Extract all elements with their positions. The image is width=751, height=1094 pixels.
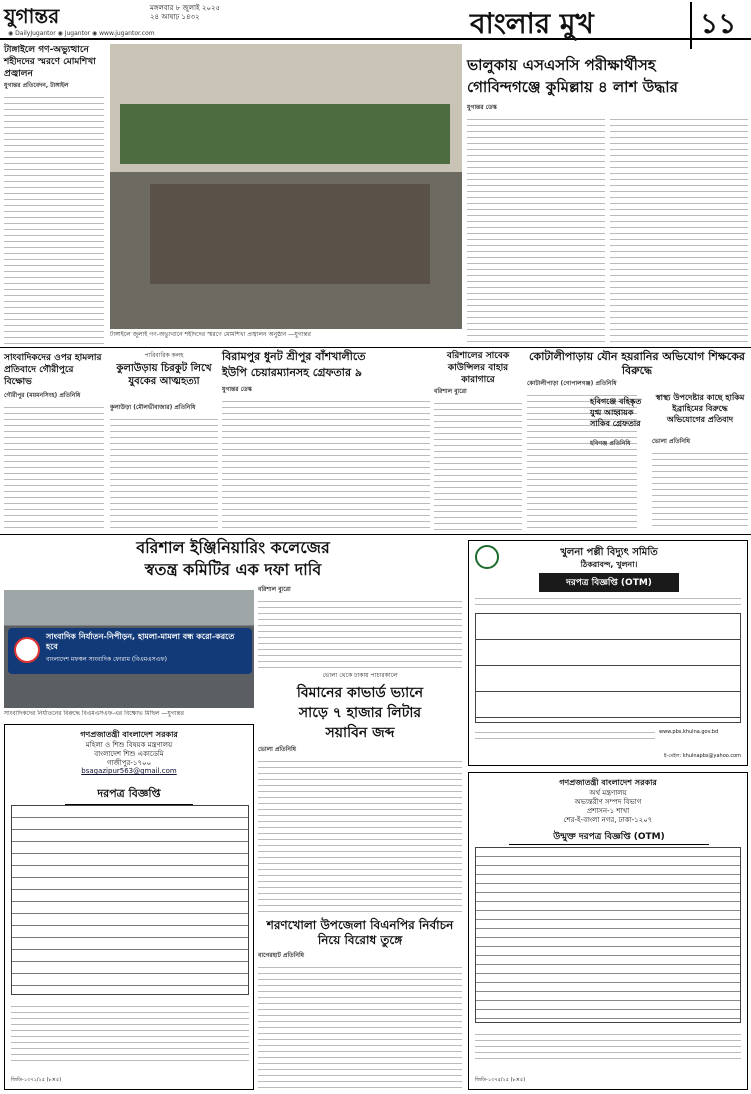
pbs-title: দরপত্র বিজ্ঞপ্তি (OTM) xyxy=(539,573,679,592)
valuka-byline: যুগান্তর ডেস্ক xyxy=(467,104,497,111)
protest-banner-org: বাংলাদেশ মফস্বল সাংবাদিক ফোরাম (বিএমএসএফ) xyxy=(46,656,167,663)
kulaura-kicker: পারিবারিক কলহ xyxy=(144,352,184,359)
date-line-1: মঙ্গলবার ৮ জুলাই ২০২৫ xyxy=(150,4,221,12)
fin-title: উন্মুক্ত দরপত্র বিজ্ঞপ্তি (OTM) xyxy=(509,829,709,845)
sa-gov: গণপ্রজাতন্ত্রী বাংলাদেশ সরকার xyxy=(80,730,178,739)
councillor-headline: বরিশালের সাবেক কাউন্সিলর বাহার কারাগারে xyxy=(446,351,510,385)
engcollege-headline-line2: স্বতন্ত্র কমিটির এক দফা দাবি xyxy=(144,560,322,579)
kulaura-byline: কুলাউড়া (মৌলভীবাজার) প্রতিনিধি xyxy=(110,404,196,411)
sreepur-headline-line1: বিরামপুর ধুনট শ্রীপুর বাঁশখালীতে xyxy=(222,350,366,363)
tangail-body xyxy=(4,92,104,347)
sa-title: দরপত্র বিজ্ঞপ্তি xyxy=(65,785,193,805)
bhola-headline-line3: সয়াবিন জব্দ xyxy=(325,725,395,741)
kulaura-body xyxy=(110,414,218,530)
valuka-headline-line2: গোবিন্দগঞ্জে কুমিল্লায় ৪ লাশ উদ্ধার xyxy=(467,78,678,96)
sharankhola-body xyxy=(258,962,462,1090)
tangail-photo xyxy=(110,44,462,329)
fin-branch: প্রশাসন-১ শাখা xyxy=(586,807,630,815)
sa-terms-text xyxy=(11,1001,249,1061)
sa-ministry: মহিলা ও শিশু বিষয়ক মন্ত্রণালয় xyxy=(85,741,173,749)
fin-ministry: অর্থ মন্ত্রণালয় xyxy=(589,789,627,797)
page-number: ১১ xyxy=(690,2,736,49)
pbs-logo-icon xyxy=(475,545,499,569)
khulna-pbs-ad xyxy=(468,540,748,766)
pbs-web-link[interactable]: www.pbs.khulna.gov.bd xyxy=(659,729,719,735)
fin-terms-text xyxy=(475,1029,741,1059)
sa-tender-table xyxy=(11,805,249,995)
pbs-address: ঠিকরাবন্দ, খুলনা। xyxy=(580,560,638,569)
sreepur-body xyxy=(222,396,430,530)
valuka-body-col2 xyxy=(610,114,748,342)
social-links[interactable]: ◉ DailyJugantor ◉ Jugantor ◉ www.jugantor.com xyxy=(8,30,155,37)
protest-banner xyxy=(8,628,252,674)
sreepur-headline-line2: ইউপি চেয়ারম্যানসহ গ্রেফতার ৯ xyxy=(222,366,362,379)
kotalipara-headline: কোটালীপাড়ায় যৌন হয়রানির অভিযোগ শিক্ষকের বিরুদ্ধে xyxy=(529,350,745,377)
councillor-body xyxy=(434,398,522,530)
section-title: বাংলার মুখ xyxy=(470,7,594,40)
health-headline: স্বাস্থ্য উপদেষ্টার কাছে হাকিম ইব্রাহিমের বিরুদ্ধে অভিযোগের প্রতিবাদ xyxy=(655,392,745,424)
health-body xyxy=(652,448,748,530)
bmsf-logo-icon xyxy=(14,637,40,663)
kotalipara-byline: কোটালীপাড়া (গোপালগঞ্জ) প্রতিনিধি xyxy=(527,380,617,387)
fin-footer: জিডি-১৩৭৫/২৫ (৮×৫) xyxy=(475,1077,526,1083)
dateline xyxy=(150,4,220,22)
divider xyxy=(0,347,751,348)
protest-banner-text: সাংবাদিক নির্যাতন-নিপীড়ন, হামলা-মামলা বন্ধ করো-করতে হবে xyxy=(46,632,235,651)
valuka-body-col1 xyxy=(467,114,605,342)
event-banner xyxy=(120,104,450,164)
bhola-byline: ভোলা প্রতিনিধি xyxy=(258,746,297,753)
health-byline: ভোলা প্রতিনিধি xyxy=(652,438,691,445)
sa-place: গাজীপুর-১৭০০ xyxy=(106,759,152,767)
sharankhola-headline: শরণখোলা উপজেলা বিএনপির নির্বাচন নিয়ে বিরোধ তুঙ্গে xyxy=(266,918,454,947)
shishu-academy-ad xyxy=(4,724,254,1090)
sreepur-byline: যুগান্তর ডেস্ক xyxy=(222,386,252,393)
bmsf-photo-caption: সাংবাদিকদের নির্যাতনের বিরুদ্ধে বিএমএসএফ-এর বিক্ষোভ মিছিল —যুগান্তর xyxy=(4,710,184,717)
tangail-headline: টাঙ্গাইলে গণ-অভ্যুত্থানে শহীদদের স্মরণে মোমশিখা প্রজ্বালন xyxy=(4,45,96,79)
pbs-email[interactable]: ই-মেইল: khulnapbs@yahoo.com xyxy=(663,753,741,759)
fin-address: শের-ই-বাংলা নগর, ঢাকা-১২০৭ xyxy=(563,816,653,824)
fin-gov: গণপ্রজাতন্ত্রী বাংলাদেশ সরকার xyxy=(559,778,657,787)
gouripur-headline: সাংবাদিকদের ওপর হামলার প্রতিবাদে গৌরীপুরে বিক্ষোভ xyxy=(4,353,102,387)
bhola-headline-line1: বিমানের কাভার্ড ভ্যানে xyxy=(296,685,424,701)
crowd xyxy=(150,184,430,284)
bmsf-protest-photo xyxy=(4,590,254,708)
sa-footer: জিডি-১৩৭১/২৫ (৮×৫) xyxy=(11,1077,62,1083)
date-line-2: ২৪ আষাঢ় ১৪৩২ xyxy=(150,13,200,21)
pbs-tender-table xyxy=(475,613,741,723)
gouripur-byline: গৌরীপুর (ময়মনসিংহ) প্রতিনিধি xyxy=(4,392,81,399)
valuka-headline-line1: ভালুকায় এসএসসি পরীক্ষার্থীসহ xyxy=(467,56,656,74)
bhola-headline-line2: সাড়ে ৭ হাজার লিটার xyxy=(298,705,422,721)
bhola-kicker: ভোলা থেকে ঢাকায় পাচারকালে xyxy=(322,672,398,679)
finance-ministry-ad xyxy=(468,772,748,1090)
tangail-photo-caption: টাঙ্গাইলে জুলাই গণ-অভ্যুত্থানে শহীদদের স্মরণে মোমশিখা প্রজ্বালন অনুষ্ঠান —যুগান্তর xyxy=(110,331,311,338)
newspaper-logo: যুগান্তর xyxy=(4,4,60,28)
engcollege-headline-line1: বরিশাল ইঞ্জিনিয়ারিং কলেজের xyxy=(136,538,330,557)
bhola-body xyxy=(258,756,462,912)
fin-tender-table xyxy=(475,847,741,1023)
engcollege-byline: বরিশাল ব্যুরো xyxy=(258,586,291,593)
sharankhola-byline: বাগেরহাট প্রতিনিধি xyxy=(258,952,305,959)
sa-org: বাংলাদেশ শিশু একাডেমি xyxy=(94,750,164,758)
tangail-byline: যুগান্তর প্রতিবেদন, টাঙ্গাইল xyxy=(4,82,69,89)
sa-email[interactable]: bsagazipur563@gmail.com xyxy=(81,767,177,775)
engcollege-body xyxy=(258,596,462,668)
pbs-intro-text xyxy=(475,593,741,609)
habiganj-byline: হবিগঞ্জ প্রতিনিধি xyxy=(590,440,631,447)
councillor-byline: বরিশাল ব্যুরো xyxy=(434,388,467,395)
kulaura-headline: কুলাউড়ায় চিরকুট লিখে যুবকের আত্মহত্যা xyxy=(116,363,212,387)
gouripur-body xyxy=(4,402,104,530)
pbs-org: খুলনা পল্লী বিদ্যুৎ সমিতি xyxy=(560,547,658,558)
habiganj-headline: হবিগঞ্জে বহিষ্কৃত যুগ্ম আহ্বায়ক সাকিব গ্রেফতার xyxy=(590,396,642,428)
pbs-footer-text xyxy=(475,727,655,741)
divider xyxy=(0,534,751,535)
fin-division: অভ্যন্তরীণ সম্পদ বিভাগ xyxy=(574,798,642,806)
